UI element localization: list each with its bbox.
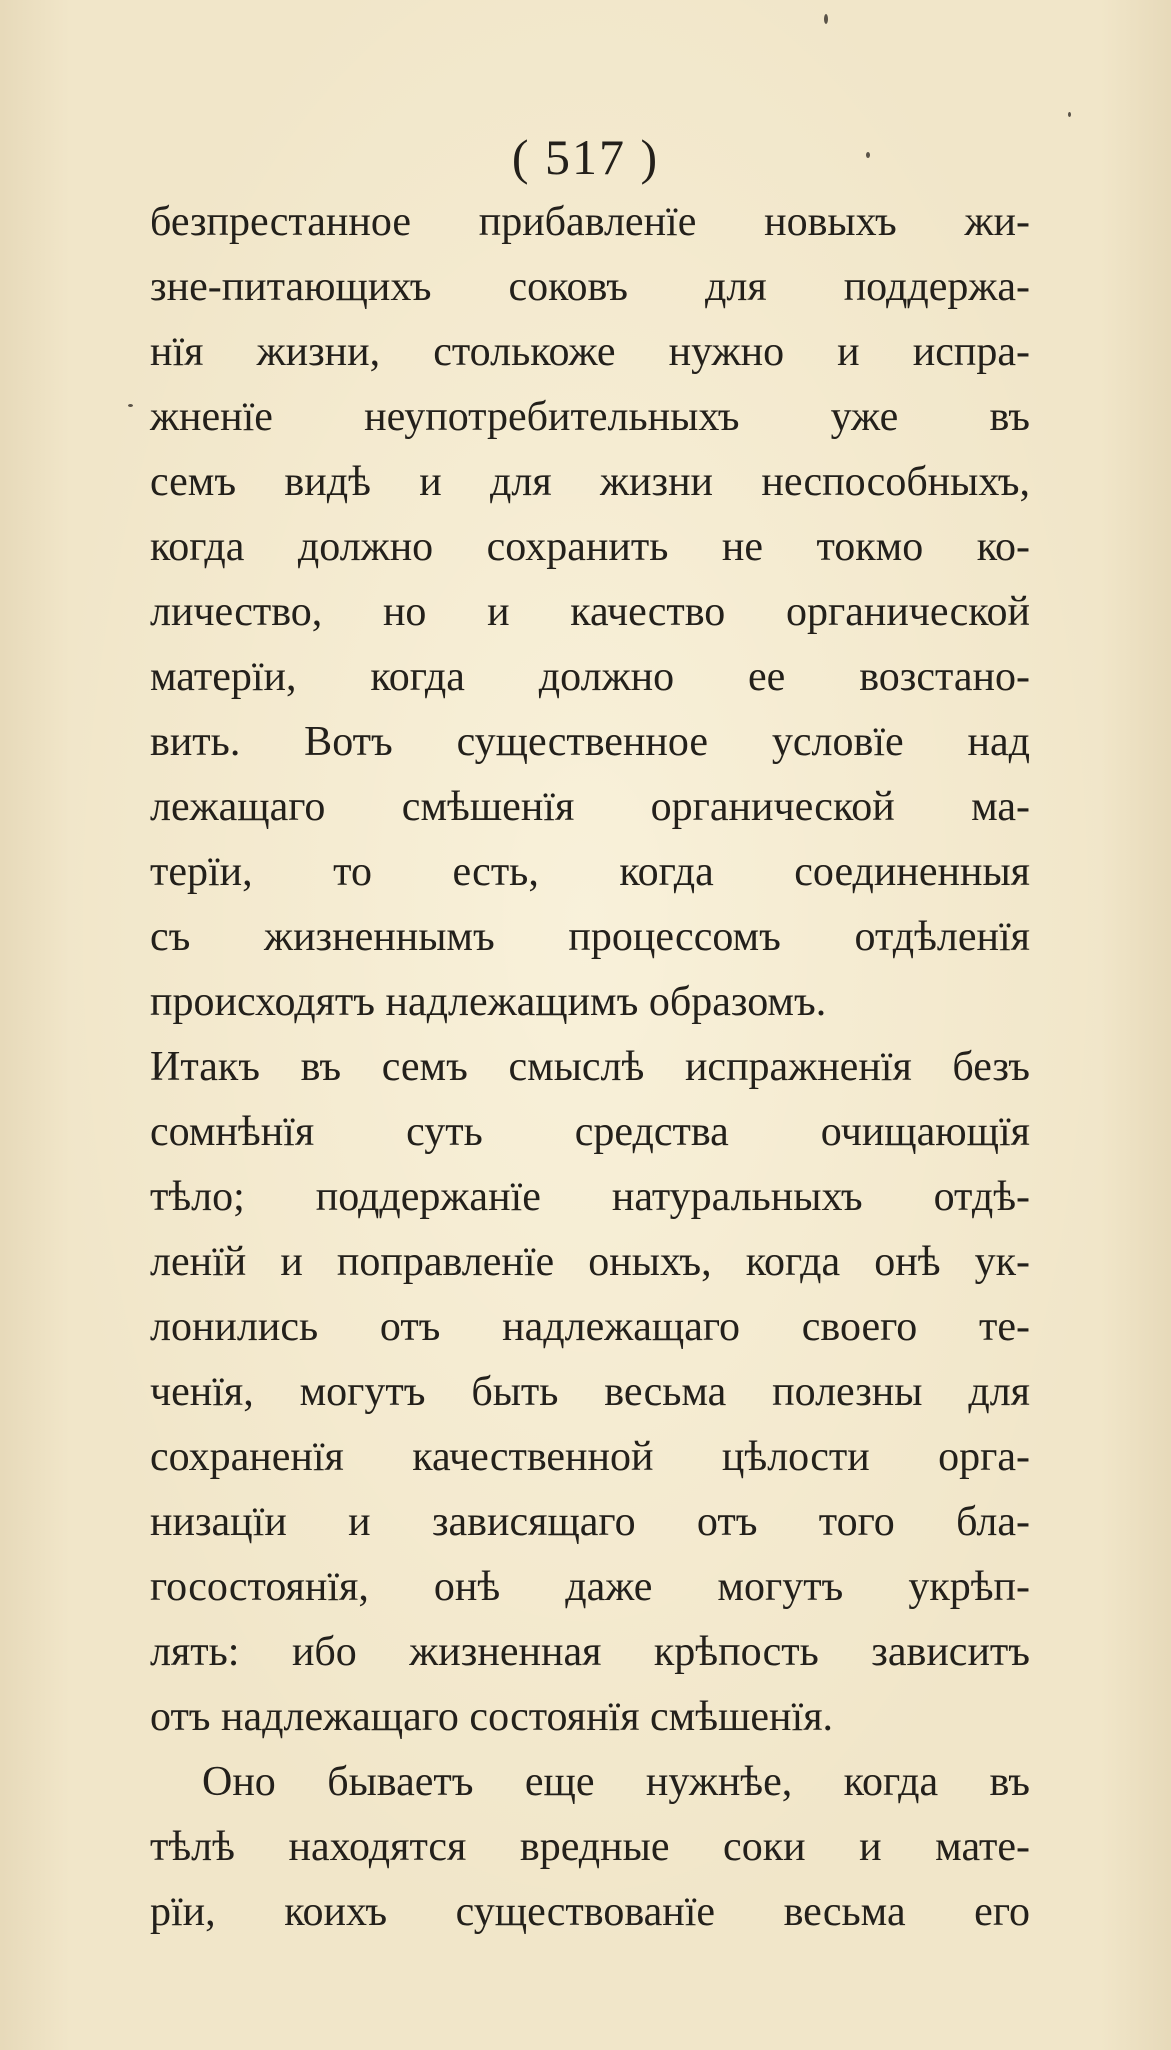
ink-speck xyxy=(1068,112,1071,117)
text-line: Оно бываетъ еще нужнѣе, когда въ xyxy=(202,1759,1030,1805)
text-line: нїя жизни, столькоже нужно и испра- xyxy=(150,329,1030,375)
text-line: лять: ибо жизненная крѣпость зависитъ xyxy=(150,1629,1030,1675)
text-line: жненїе неупотребительныхъ уже въ xyxy=(150,394,1030,440)
text-line: происходятъ надлежащимъ образомъ. xyxy=(150,979,827,1025)
text-line: съ жизненнымъ процессомъ отдѣленїя xyxy=(150,914,1030,960)
text-line: госостоянїя, онѣ даже могутъ укрѣп- xyxy=(150,1564,1030,1610)
text-line: лежащаго смѣшенїя органической ма- xyxy=(150,784,1030,830)
text-line: отъ надлежащаго состоянїя смѣшенїя. xyxy=(150,1694,834,1740)
page-number: ( 517 ) xyxy=(511,129,660,185)
text-line: рїи, коихъ существованїе весьма его xyxy=(150,1889,1030,1935)
text-line: Итакъ въ семъ смыслѣ испражненїя безъ xyxy=(150,1044,1030,1090)
text-line: терїи, то есть, когда соединенныя xyxy=(150,849,1030,895)
text-line: вить. Вотъ существенное условїе над xyxy=(150,719,1030,765)
ink-speck xyxy=(128,404,133,407)
text-line: матерїи, когда должно ее возстано- xyxy=(150,654,1030,700)
ink-speck xyxy=(824,14,828,24)
text-line: сохраненїя качественной цѣлости орга- xyxy=(150,1434,1030,1480)
text-line: тѣлѣ находятся вредные соки и мате- xyxy=(150,1824,1030,1870)
text-line: ленїй и поправленїе оныхъ, когда онѣ ук- xyxy=(150,1239,1030,1285)
text-line: лонились отъ надлежащаго своего те- xyxy=(150,1304,1030,1350)
text-line: ченїя, могутъ быть весьма полезны для xyxy=(150,1369,1030,1415)
text-line: зне-питающихъ соковъ для поддержа- xyxy=(150,264,1030,310)
text-line: низацїи и зависящаго отъ того бла- xyxy=(150,1499,1030,1545)
text-line: личество, но и качество органической xyxy=(150,589,1030,635)
text-line: семъ видѣ и для жизни неспособныхъ, xyxy=(150,459,1030,505)
text-body xyxy=(150,190,1030,1945)
text-line: когда должно сохранить не токмо ко- xyxy=(150,524,1030,570)
text-line: сомнѣнїя суть средства очищающїя xyxy=(150,1109,1030,1155)
text-line: тѣло; поддержанїе натуральныхъ отдѣ- xyxy=(150,1174,1030,1220)
text-line: безпрестанное прибавленїе новыхъ жи- xyxy=(150,199,1030,245)
